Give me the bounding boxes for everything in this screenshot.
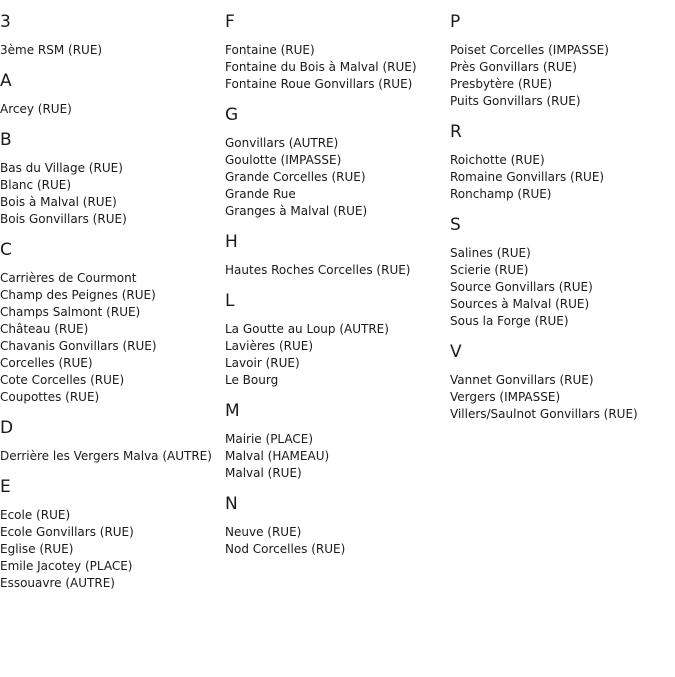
street-link[interactable]: Fontaine (RUE) <box>225 43 315 57</box>
street-link[interactable]: Fontaine Roue Gonvillars (RUE) <box>225 77 413 91</box>
street-link[interactable]: Derrière les Vergers Malva (AUTRE) <box>0 449 212 463</box>
street-link[interactable]: Fontaine du Bois à Malval (RUE) <box>225 60 417 74</box>
street-list <box>450 152 675 203</box>
street-link[interactable]: Ecole Gonvillars (RUE) <box>0 525 134 539</box>
street-link[interactable]: Mairie (PLACE) <box>225 432 314 446</box>
street-link[interactable]: Blanc (RUE) <box>0 178 72 192</box>
letter-group <box>450 341 675 423</box>
street-list <box>0 507 225 592</box>
street-link[interactable]: Bas du Village (RUE) <box>0 161 123 175</box>
street-list <box>225 321 450 389</box>
letter-heading: F <box>225 12 235 32</box>
street-link[interactable]: 3ème RSM (RUE) <box>0 43 103 57</box>
street-link[interactable]: Salines (RUE) <box>450 246 531 260</box>
letter-heading: B <box>0 130 12 150</box>
letter-group <box>0 239 225 406</box>
letter-group <box>450 121 675 203</box>
street-link[interactable]: Hautes Roches Corcelles (RUE) <box>225 263 411 277</box>
street-link[interactable]: Champs Salmont (RUE) <box>0 305 141 319</box>
letter-group <box>225 493 450 558</box>
street-link[interactable]: Gonvillars (AUTRE) <box>225 136 339 150</box>
letter-group <box>225 231 450 279</box>
letter-heading: N <box>225 494 238 514</box>
street-link[interactable]: Sous la Forge (RUE) <box>450 314 569 328</box>
street-link[interactable]: Essouavre (AUTRE) <box>0 576 115 590</box>
street-list <box>0 448 225 465</box>
letter-heading: R <box>450 122 462 142</box>
street-link[interactable]: Bois à Malval (RUE) <box>0 195 117 209</box>
index-column-3 <box>450 11 675 434</box>
street-link[interactable]: Vannet Gonvillars (RUE) <box>450 373 594 387</box>
street-list <box>450 245 675 330</box>
letter-heading: M <box>225 401 240 421</box>
street-list <box>0 42 225 59</box>
street-link[interactable]: Lavoir (RUE) <box>225 356 300 370</box>
letter-heading: 3 <box>0 12 11 32</box>
street-link[interactable]: Cote Corcelles (RUE) <box>0 373 125 387</box>
street-link[interactable]: Grande Rue <box>225 187 296 201</box>
index-column-1 <box>0 11 225 603</box>
street-link[interactable]: La Goutte au Loup (AUTRE) <box>225 322 389 336</box>
street-link[interactable]: Sources à Malval (RUE) <box>450 297 590 311</box>
street-link[interactable]: Corcelles (RUE) <box>0 356 93 370</box>
letter-heading: G <box>225 105 239 125</box>
letter-group <box>225 400 450 482</box>
street-link[interactable]: Le Bourg <box>225 373 279 387</box>
street-list <box>450 372 675 423</box>
letter-heading: C <box>0 240 12 260</box>
street-link[interactable]: Puits Gonvillars (RUE) <box>450 94 581 108</box>
letter-heading: P <box>450 12 461 32</box>
street-list <box>225 262 450 279</box>
letter-group <box>0 70 225 118</box>
letter-heading: V <box>450 342 462 362</box>
street-link[interactable]: Presbytère (RUE) <box>450 77 553 91</box>
street-link[interactable]: Eglise (RUE) <box>0 542 74 556</box>
street-link[interactable]: Emile Jacotey (PLACE) <box>0 559 133 573</box>
street-link[interactable]: Roichotte (RUE) <box>450 153 545 167</box>
street-link[interactable]: Neuve (RUE) <box>225 525 302 539</box>
street-link[interactable]: Carrières de Courmont <box>0 271 137 285</box>
letter-group <box>225 104 450 220</box>
street-list <box>0 270 225 406</box>
street-link[interactable]: Romaine Gonvillars (RUE) <box>450 170 605 184</box>
index-column-2 <box>225 11 450 569</box>
street-link[interactable]: Près Gonvillars (RUE) <box>450 60 577 74</box>
street-link[interactable]: Goulotte (IMPASSE) <box>225 153 342 167</box>
letter-group <box>450 11 675 110</box>
letter-group <box>225 11 450 93</box>
street-link[interactable]: Champ des Peignes (RUE) <box>0 288 156 302</box>
street-link[interactable]: Bois Gonvillars (RUE) <box>0 212 127 226</box>
letter-heading: E <box>0 477 11 497</box>
street-link[interactable]: Malval (HAMEAU) <box>225 449 330 463</box>
letter-heading: D <box>0 418 14 438</box>
letter-group <box>450 214 675 330</box>
street-link[interactable]: Chavanis Gonvillars (RUE) <box>0 339 157 353</box>
street-link[interactable]: Malval (RUE) <box>225 466 302 480</box>
letter-group <box>0 476 225 592</box>
letter-heading: H <box>225 232 238 252</box>
street-link[interactable]: Ecole (RUE) <box>0 508 71 522</box>
street-link[interactable]: Poiset Corcelles (IMPASSE) <box>450 43 609 57</box>
street-list <box>450 42 675 110</box>
street-link[interactable]: Ronchamp (RUE) <box>450 187 552 201</box>
street-link[interactable]: Source Gonvillars (RUE) <box>450 280 593 294</box>
letter-heading: A <box>0 71 12 91</box>
street-list <box>0 160 225 228</box>
letter-heading: S <box>450 215 461 235</box>
street-link[interactable]: Arcey (RUE) <box>0 102 72 116</box>
street-link[interactable]: Scierie (RUE) <box>450 263 529 277</box>
street-link[interactable]: Vergers (IMPASSE) <box>450 390 561 404</box>
street-link[interactable]: Lavières (RUE) <box>225 339 314 353</box>
letter-heading: L <box>225 291 235 311</box>
street-link[interactable]: Nod Corcelles (RUE) <box>225 542 346 556</box>
street-list <box>225 431 450 482</box>
letter-group <box>0 129 225 228</box>
street-list <box>0 101 225 118</box>
letter-group <box>0 11 225 59</box>
street-list <box>225 524 450 558</box>
street-link[interactable]: Grande Corcelles (RUE) <box>225 170 366 184</box>
street-list <box>225 135 450 220</box>
street-list <box>225 42 450 93</box>
street-link[interactable]: Villers/Saulnot Gonvillars (RUE) <box>450 407 638 421</box>
street-link[interactable]: Granges à Malval (RUE) <box>225 204 368 218</box>
street-link[interactable]: Château (RUE) <box>0 322 89 336</box>
letter-group <box>0 417 225 465</box>
street-link[interactable]: Coupottes (RUE) <box>0 390 100 404</box>
letter-group <box>225 290 450 389</box>
